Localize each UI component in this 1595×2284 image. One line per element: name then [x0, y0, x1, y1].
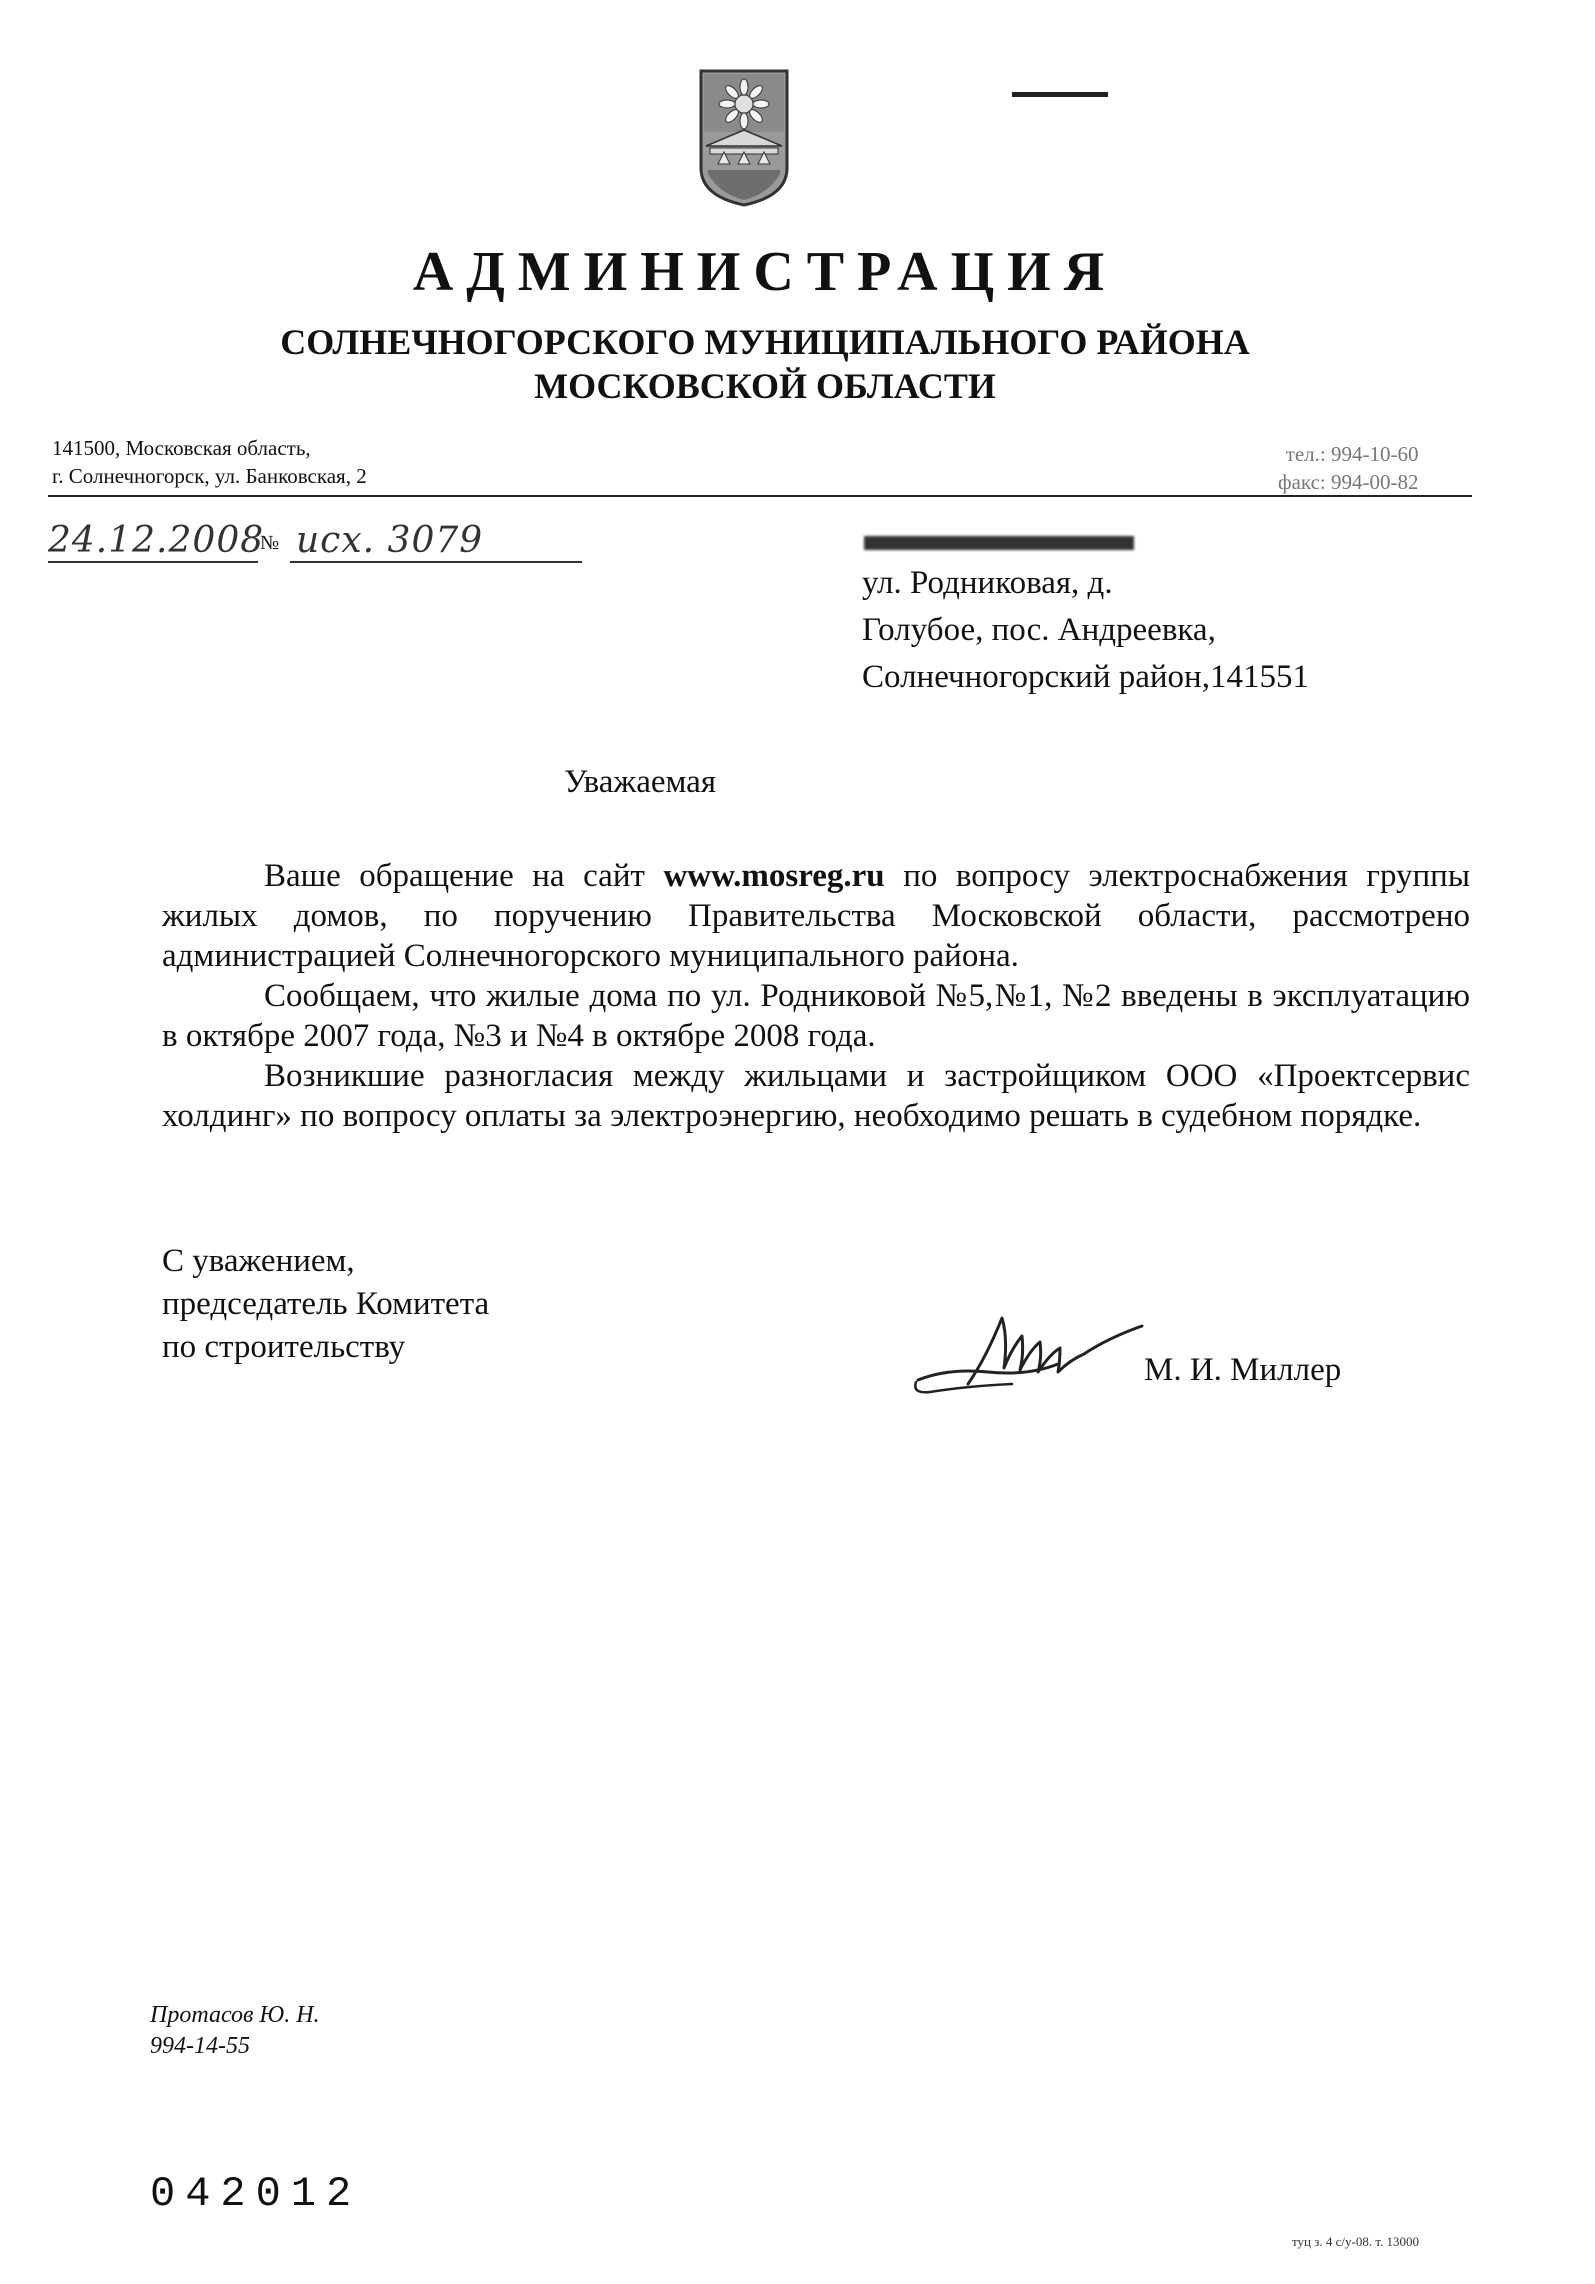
closing-line-3: по строительству: [162, 1329, 406, 1365]
registration-no-label: №: [260, 532, 280, 554]
print-mark: туц з. 4 с/у-08. т. 13000: [1292, 2234, 1420, 2249]
phone-number: тел.: 994-10-60: [1285, 442, 1419, 466]
body-paragraph-3: Возникшие разногласия между жильцами и застройщиком ООО «Проектсервис холдинг» по вопросу оплаты за электроэнергию, необходимо решать в судебном порядке.: [162, 1058, 1470, 1134]
p1-text-before: Ваше обращение на сайт: [264, 858, 664, 894]
registration-number: исх. 3079: [290, 520, 582, 563]
subtitle-line-1: СОЛНЕЧНОГОРСКОГО МУНИЦИПАЛЬНОГО РАЙОНА: [280, 322, 1250, 362]
form-serial-number: 042012: [150, 2170, 362, 2218]
registration-line: [48, 520, 568, 572]
recipient-line-1: ул. Родниковая, д.: [862, 565, 1113, 601]
body-paragraph-1: [162, 856, 1470, 976]
p1-text-after: по вопросу электроснабжения группы жилых домов, по поручению Правительства Московской области, рассмотрено администрацией Солнечногорского муниципального района.: [162, 858, 1470, 974]
executor-info: [150, 2000, 320, 2062]
header-divider: [48, 495, 1472, 497]
recipient-line-2: Голубое, пос. Андреевка,: [862, 612, 1216, 648]
top-mark-dash: [1012, 92, 1108, 97]
letterhead-subtitle: [0, 320, 1530, 408]
handwritten-signature: [908, 1298, 1158, 1408]
recipient-line-3: Солнечногорский район,141551: [862, 659, 1309, 695]
coat-of-arms-emblem: [698, 68, 790, 208]
executor-phone: 994-14-55: [150, 2033, 250, 2059]
registration-date: 24.12.2008: [48, 520, 265, 561]
subtitle-line-2: МОСКОВСКОЙ ОБЛАСТИ: [534, 366, 996, 406]
sender-contacts: [1278, 440, 1419, 496]
executor-name: Протасов Ю. Н.: [150, 2002, 320, 2028]
closing-line-1: С уважением,: [162, 1243, 355, 1279]
website-link: www.mosreg.ru: [663, 858, 885, 894]
address-line-2: г. Солнечногорск, ул. Банковская, 2: [52, 464, 367, 488]
salutation: Уважаемая: [564, 764, 717, 800]
closing-line-2: председатель Комитета: [162, 1286, 490, 1322]
sender-address: [52, 434, 367, 490]
letterhead-title: АДМИНИСТРАЦИЯ: [412, 241, 1118, 303]
address-line-1: 141500, Московская область,: [52, 436, 311, 460]
closing-block: [162, 1240, 489, 1369]
fax-number: факс: 994-00-82: [1278, 470, 1419, 494]
signer-name: М. И. Миллер: [1144, 1352, 1342, 1388]
recipient-address: [862, 560, 1309, 701]
letter-body: [162, 856, 1470, 1136]
redacted-recipient-name: [864, 536, 1134, 550]
body-paragraph-2: Сообщаем, что жилые дома по ул. Родниковой №5,№1, №2 введены в эксплуатацию в октябре 2007 года, №3 и №4 в октябре 2008 года.: [162, 978, 1470, 1054]
